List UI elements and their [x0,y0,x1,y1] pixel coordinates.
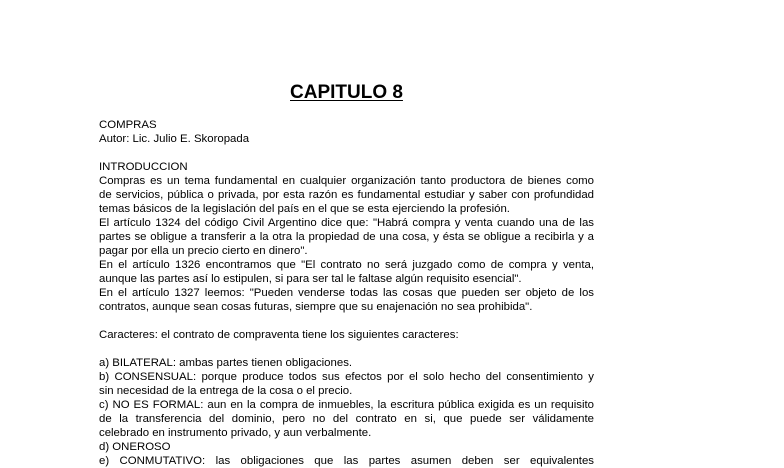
characters-intro: Caracteres: el contrato de compraventa tiene los siguientes caracteres: [99,329,459,341]
paragraph-line: pagar por ella un precio cierto en dinero". [99,245,308,257]
paragraph-line: contratos, aunque sean cosas futuras, siempre que su enajenación no sea prohibida". [99,301,533,313]
section-title: COMPRAS [99,119,157,131]
character-item: celebrado en instrumento privado, y aun verbalmente. [99,427,372,439]
paragraph-line: En el artículo 1327 leemos: "Pueden venderse todas las cosas que pueden ser objeto de los [99,287,594,299]
paragraph-line: En el artículo 1326 encontramos que "El contrato no será juzgado como de compra y venta, [99,259,594,271]
chapter-title: CAPITULO 8 [290,82,403,103]
character-item: a) BILATERAL: ambas partes tienen obligaciones. [99,357,353,369]
character-item: e) CONMUTATIVO: las obligaciones que las partes asumen deben ser equivalentes [99,455,594,467]
paragraph-line: partes se obligue a transferir a la otra la propiedad de una cosa, y ésta se obligue a recibirla y a [99,231,594,243]
character-item: de la transferencia del dominio, pero no del contrato en si, que puede ser válidamente [99,413,594,425]
document-body [99,118,594,468]
character-item: b) CONSENSUAL: porque produce todos sus efectos por el solo hecho del consentimiento y [99,371,594,383]
character-item: c) NO ES FORMAL: aun en la compra de inmuebles, la escritura pública exigida es un requisito [99,399,594,411]
character-item: d) ONEROSO [99,441,171,453]
character-item: sin necesidad de la entrega de la cosa o el precio. [99,385,353,397]
paragraph-line: temas básicos de la legislación del país en el que se esta ejerciendo la profesión. [99,203,510,215]
intro-heading: INTRODUCCION [99,161,188,173]
spacer [99,314,594,328]
paragraph-line: El artículo 1324 del código Civil Argentino dice que: "Habrá compra y venta cuando una de las [99,217,594,229]
paragraph-line: de servicios, pública o privada, por esta razón es fundamental estudiar y saber con profundidad [99,189,594,201]
spacer [99,146,594,160]
paragraph-line: Compras es un tema fundamental en cualquier organización tanto productora de bienes como [99,175,594,187]
author-line: Autor: Lic. Julio E. Skoropada [99,133,250,145]
spacer [99,342,594,356]
paragraph-line: aunque las partes así lo estipulen, si para ser tal le faltase algún requisito esencial". [99,273,522,285]
